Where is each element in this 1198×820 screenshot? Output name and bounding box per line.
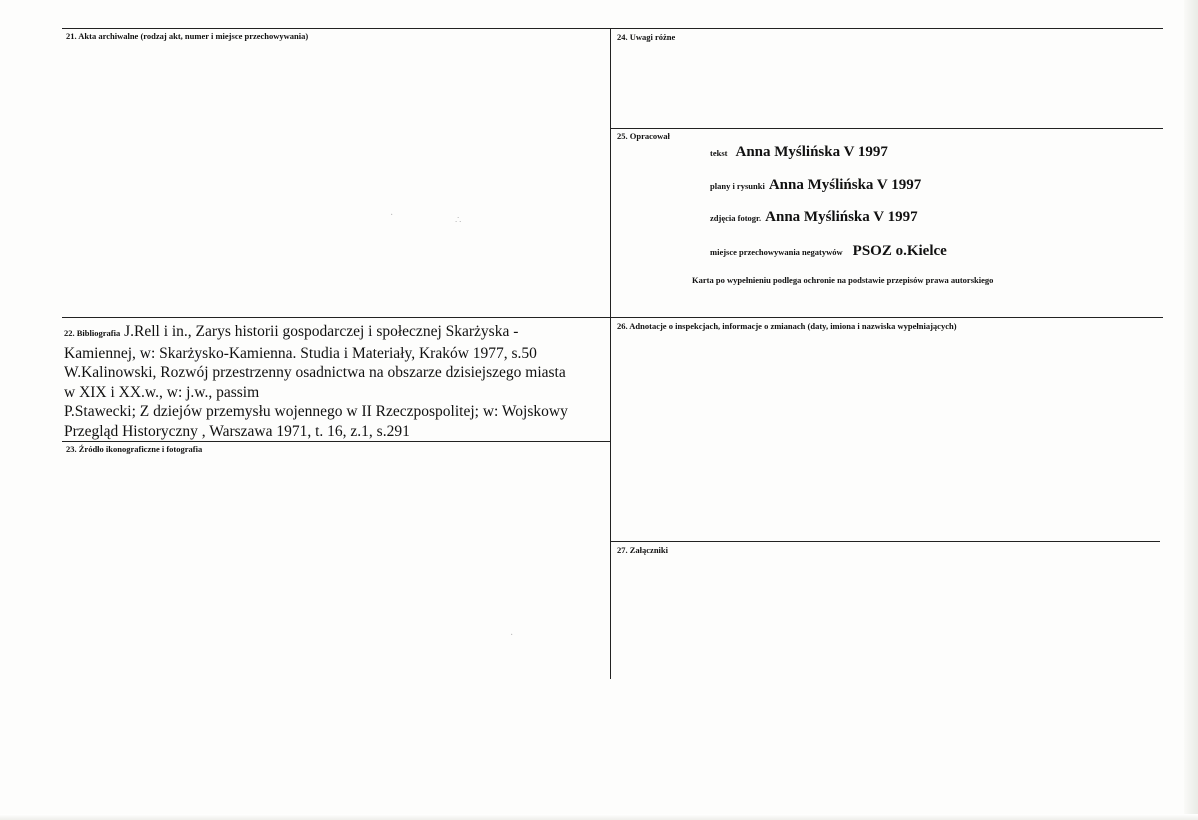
section-23-label: 23. Źródło ikonograficzne i fotografia [66,444,203,454]
miejsce-row [710,242,947,260]
tekst-label: tekst [710,148,728,158]
plany-value: Anna Myślińska V 1997 [768,177,922,193]
miejsce-value: PSOZ o.Kielce [852,243,947,259]
bibliography-line-6: Przegląd Historyczny , Warszawa 1971, t. 16, z.1, s.291 [64,422,410,440]
zdjecia-row [710,208,918,226]
section-21-label: 21. Akta archiwalne (rodzaj akt, numer i miejsce przechowywania) [66,31,309,41]
divider-24-25 [610,128,1163,129]
section-24-label: 24. Uwagi różne [617,32,676,42]
vertical-divider [610,28,611,679]
bibliography-line-1 [64,322,610,344]
copyright-notice: Karta po wypełnieniu podlega ochronie na podstawie przepisów prawa autorskiego [692,275,994,285]
miejsce-label: miejsce przechowywania negatywów [710,247,843,257]
scan-speck: · [390,210,394,221]
top-border-line [62,28,1163,29]
bibliography-text-1: J.Rell i in., Zarys historii gospodarczej i społecznej Skarżyska - [124,323,519,340]
section-26-label: 26. Adnotacje o inspekcjach, informacje o zmianach (daty, imiona i nazwiska wypełniających) [617,321,957,331]
plany-row [710,176,921,194]
section-22-label: 22. Bibliografia [64,328,121,338]
scan-edge-bottom [0,814,1198,820]
scan-speck: ∴ [455,215,462,226]
scan-edge-right [1184,0,1198,820]
zdjecia-value: Anna Myślińska V 1997 [765,209,918,225]
tekst-value: Anna Myślińska V 1997 [735,144,888,160]
plany-label: plany i rysunki [710,181,765,191]
divider-upper-lower [62,317,1163,318]
divider-22-23 [62,441,610,442]
bibliography-line-2: Kamiennej, w: Skarżysko-Kamienna. Studia i Materiały, Kraków 1977, s.50 [64,344,537,362]
tekst-row [710,143,888,161]
bibliography-line-3: W.Kalinowski, Rozwój przestrzenny osadnictwa na obszarze dzisiejszego miasta [64,364,566,381]
scan-speck: · [510,630,514,641]
bibliography-line-5: P.Stawecki; Z dziejów przemysłu wojennego w II Rzeczpospolitej; w: Wojskowy [64,403,568,420]
zdjecia-label: zdjęcia fotogr. [710,213,762,223]
divider-26-27 [610,541,1160,542]
section-27-label: 27. Załączniki [617,545,669,555]
section-25-label: 25. Opracował [617,131,670,141]
bibliography-block [64,322,610,441]
bibliography-line-4: w XIX i XX.w., w: j.w., passim [64,383,260,401]
